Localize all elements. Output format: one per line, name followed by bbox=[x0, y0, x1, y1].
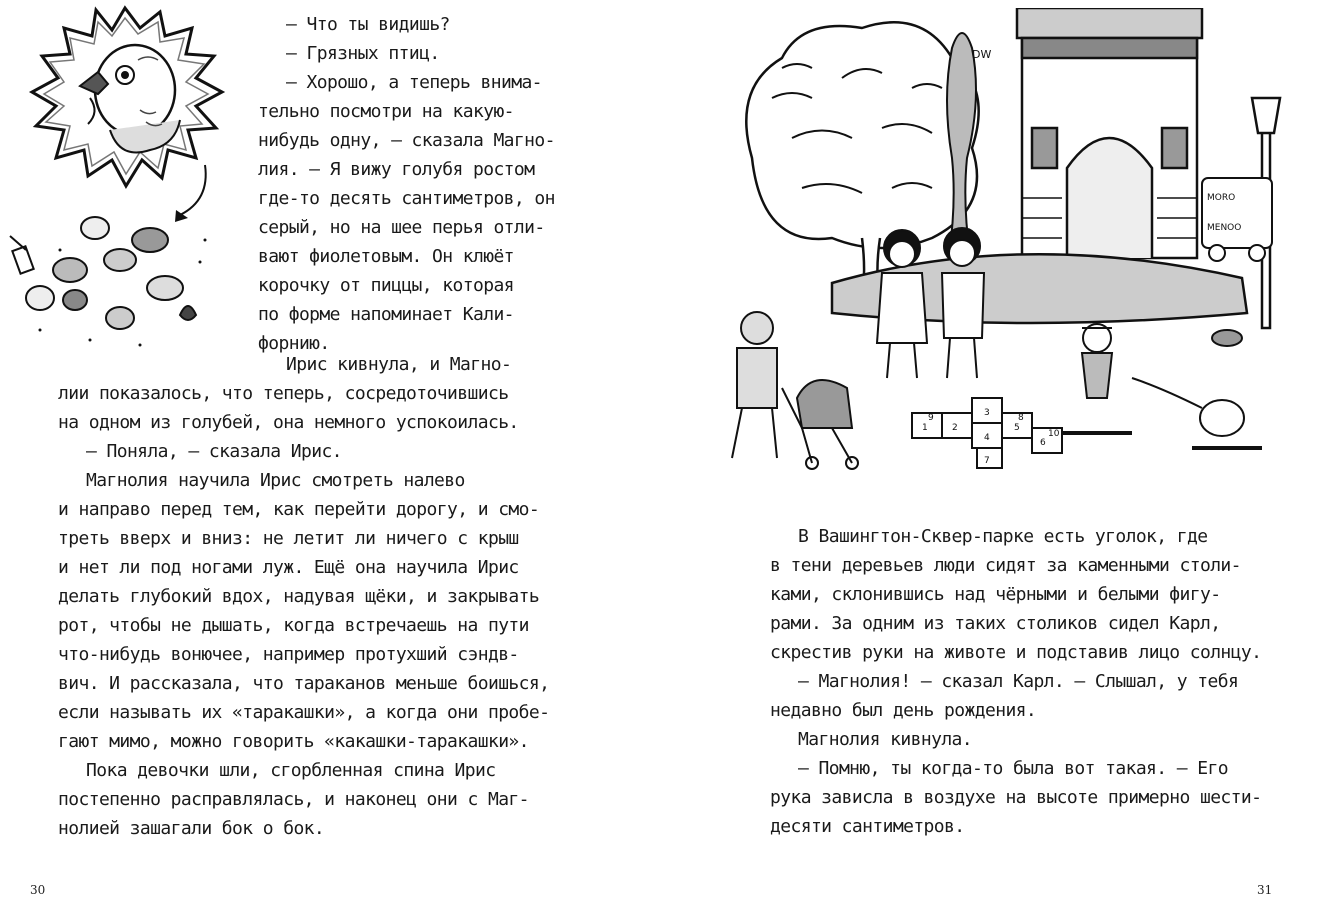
text-line: корочку от пиццы, которая bbox=[258, 275, 514, 296]
cart-top-sign: MORO bbox=[1207, 193, 1236, 203]
text-line: нибудь одну, — сказала Магно- bbox=[258, 130, 555, 151]
text-line: вич. И рассказала, что тараканов меньше боишься, bbox=[58, 673, 550, 694]
text-line: треть вверх и вниз: не летит ли ничего с крыш bbox=[58, 528, 519, 549]
hopscotch-number: 10 bbox=[1048, 429, 1060, 439]
text-line: — Магнолия! — сказал Карл. — Слышал, у тебя bbox=[798, 671, 1239, 692]
text-line: Магнолия кивнула. bbox=[798, 729, 973, 750]
pigeon-flock-icon bbox=[10, 217, 196, 329]
text-line: по форме напоминает Кали- bbox=[258, 304, 514, 325]
hopscotch-number: 4 bbox=[984, 433, 990, 443]
text-line: серый, но на шее перья отли- bbox=[258, 217, 545, 238]
text-line: — Помню, ты когда-то была вот такая. — Его bbox=[798, 758, 1228, 779]
hopscotch-number: 5 bbox=[1014, 423, 1020, 433]
text-line: где-то десять сантиметров, он bbox=[258, 188, 555, 209]
right-page bbox=[660, 0, 1319, 900]
text-line: В Вашингтон-Сквер-парке есть уголок, где bbox=[798, 526, 1208, 547]
text-line: постепенно расправлялась, и наконец они с Маг- bbox=[58, 789, 529, 810]
hopscotch-number: 8 bbox=[1018, 413, 1024, 423]
hopscotch-number: 3 bbox=[984, 408, 990, 418]
text-line: рами. За одним из таких столиков сидел Карл, bbox=[770, 613, 1221, 634]
hopscotch-number: 2 bbox=[952, 423, 958, 433]
text-line: рот, чтобы не дышать, когда встречаешь на пути bbox=[58, 615, 529, 636]
page-number: 31 bbox=[1257, 883, 1273, 897]
arch-icon bbox=[1017, 8, 1202, 258]
text-line: недавно был день рождения. bbox=[770, 700, 1037, 721]
text-line: лии показалось, что теперь, сосредоточившись bbox=[58, 383, 509, 404]
skater-kid-icon bbox=[1062, 324, 1132, 433]
text-line: Магнолия научила Ирис смотреть налево bbox=[86, 470, 465, 491]
hopscotch-number: 1 bbox=[922, 423, 928, 433]
text-line: лия. — Я вижу голубя ростом bbox=[258, 159, 535, 180]
text-line: делать глубокий вдох, надувая щёки, и закрывать bbox=[58, 586, 540, 607]
text-line: — Хорошо, а теперь внима- bbox=[286, 72, 542, 93]
hopscotch-number: 9 bbox=[928, 413, 934, 423]
text-line: на одном из голубей, она немного успокоилась. bbox=[58, 412, 519, 433]
text-line: вают фиолетовым. Он клюёт bbox=[258, 246, 514, 267]
dog-skateboard-icon bbox=[1132, 378, 1262, 448]
text-line: Ирис кивнула, и Магно- bbox=[286, 354, 512, 375]
text-line: нолией зашагали бок о бок. bbox=[58, 818, 325, 839]
cart-side-sign: MENOO bbox=[1207, 223, 1242, 233]
text-line: и нет ли под ногами луж. Ещё она научила Ирис bbox=[58, 557, 519, 578]
ice-cream-cart-icon bbox=[1202, 178, 1272, 261]
text-line: рука зависла в воздухе на высоте примерно шести- bbox=[770, 787, 1262, 808]
text-line: если называть их «таракашки», а когда они пробе- bbox=[58, 702, 550, 723]
pigeon-illustration bbox=[0, 0, 250, 360]
text-line: скрестив руки на животе и подставив лицо солнцу. bbox=[770, 642, 1262, 663]
text-line: тельно посмотри на какую- bbox=[258, 101, 514, 122]
text-line: — Грязных птиц. bbox=[286, 43, 440, 64]
hopscotch-number: 7 bbox=[984, 456, 990, 466]
park-illustration bbox=[722, 8, 1287, 478]
page-number: 30 bbox=[30, 883, 46, 897]
turtle-icon bbox=[1212, 330, 1242, 346]
text-line: десяти сантиметров. bbox=[770, 816, 965, 837]
hopscotch-number: 6 bbox=[1040, 438, 1046, 448]
text-line: Пока девочки шли, сгорбленная спина Ирис bbox=[86, 760, 496, 781]
text-line: — Поняла, — сказала Ирис. bbox=[86, 441, 342, 462]
text-line: — Что ты видишь? bbox=[286, 14, 450, 35]
text-line: ками, склонившись над чёрными и белыми фигу- bbox=[770, 584, 1221, 605]
text-line: гают мимо, можно говорить «какашки-таракашки». bbox=[58, 731, 529, 752]
text-line: и направо перед тем, как перейти дорогу, и смо- bbox=[58, 499, 540, 520]
text-line: что-нибудь вонючее, например протухший сэндв- bbox=[58, 644, 519, 665]
text-line: форнию. bbox=[258, 333, 330, 354]
stroller-icon bbox=[732, 312, 858, 469]
fountain-tag: DW bbox=[972, 48, 992, 61]
text-line: в тени деревьев люди сидят за каменными столи- bbox=[770, 555, 1241, 576]
